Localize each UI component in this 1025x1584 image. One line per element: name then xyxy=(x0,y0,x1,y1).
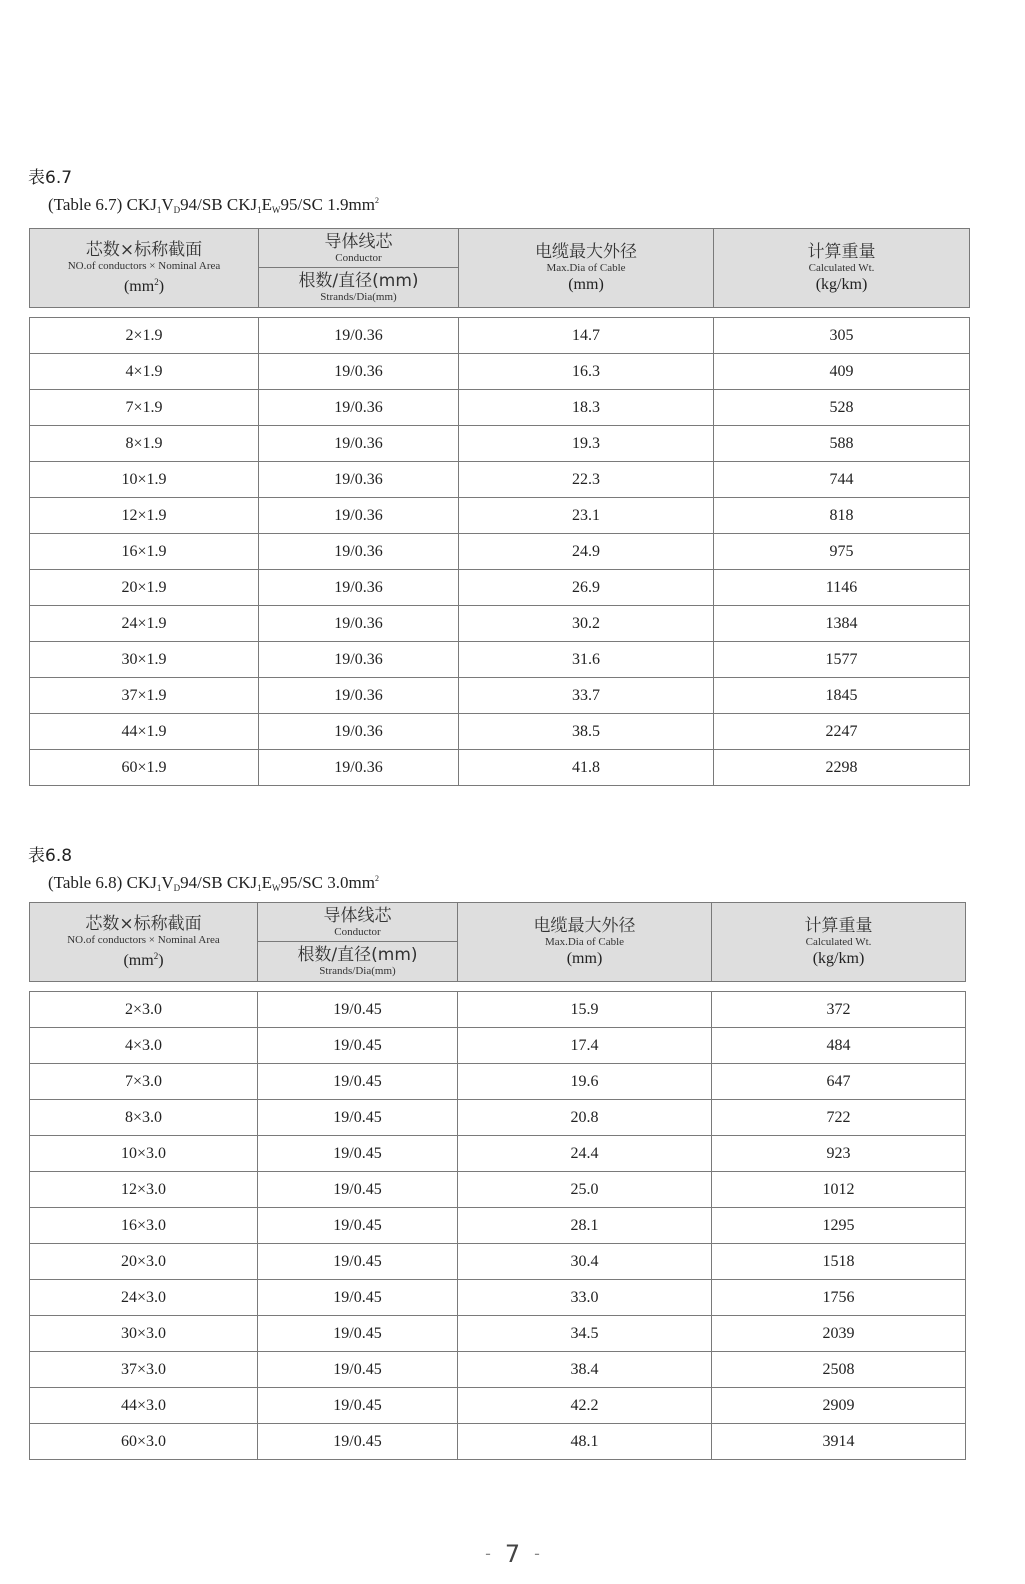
cell-strands-dia: 19/0.36 xyxy=(259,390,459,426)
cell-weight: 305 xyxy=(714,318,970,354)
cell-cores-area: 20×3.0 xyxy=(30,1244,258,1280)
cell-strands-dia: 19/0.36 xyxy=(259,426,459,462)
cell-max-diameter: 25.0 xyxy=(458,1172,712,1208)
cell-cores-area: 30×1.9 xyxy=(30,642,259,678)
table-row xyxy=(30,1424,966,1460)
table-row xyxy=(30,1244,966,1280)
cell-cores-area: 24×1.9 xyxy=(30,606,259,642)
page-number: - 7 - xyxy=(485,1540,540,1568)
cell-weight: 975 xyxy=(714,534,970,570)
cell-cores-area: 8×1.9 xyxy=(30,426,259,462)
cell-strands-dia: 19/0.45 xyxy=(258,1244,458,1280)
cell-strands-dia: 19/0.36 xyxy=(259,606,459,642)
cell-weight: 722 xyxy=(712,1100,966,1136)
table-row xyxy=(30,570,970,606)
cell-weight: 1384 xyxy=(714,606,970,642)
cell-weight: 1577 xyxy=(714,642,970,678)
cell-cores-area: 60×3.0 xyxy=(30,1424,258,1460)
cell-cores-area: 2×3.0 xyxy=(30,992,258,1028)
cell-strands-dia: 19/0.45 xyxy=(258,1064,458,1100)
cell-weight: 2508 xyxy=(712,1352,966,1388)
cell-strands-dia: 19/0.36 xyxy=(259,642,459,678)
table-row xyxy=(30,1316,966,1352)
cell-weight: 2909 xyxy=(712,1388,966,1424)
cell-strands-dia: 19/0.36 xyxy=(259,318,459,354)
cell-strands-dia: 19/0.45 xyxy=(258,992,458,1028)
cell-max-diameter: 26.9 xyxy=(459,570,714,606)
table-row xyxy=(30,354,970,390)
cell-weight: 1295 xyxy=(712,1208,966,1244)
table-row xyxy=(30,426,970,462)
table-row xyxy=(30,390,970,426)
cell-weight: 484 xyxy=(712,1028,966,1064)
cell-strands-dia: 19/0.36 xyxy=(259,498,459,534)
table-title: (Table 6.8) $CKJ_1V_D94/SB$ $CKJ_1E_W95/SC$ $3.0mm^2$ xyxy=(48,873,379,893)
table-title: (Table 6.7) $CKJ_1V_D94/SB$ $CKJ_1E_W95/SC$ $1.9mm^2$ xyxy=(48,195,379,215)
header-conductor: 导体线芯 Conductor 根数/直径(mm) Strands/Dia(mm) xyxy=(258,903,458,982)
cell-weight: 818 xyxy=(714,498,970,534)
table-row xyxy=(30,1064,966,1100)
section-label: 表6.7 xyxy=(28,168,73,188)
table-header xyxy=(29,228,970,308)
cell-max-diameter: 38.4 xyxy=(458,1352,712,1388)
table-row xyxy=(30,992,966,1028)
cell-cores-area: 60×1.9 xyxy=(30,750,259,786)
table-row xyxy=(30,1172,966,1208)
cell-cores-area: 7×3.0 xyxy=(30,1064,258,1100)
table-row xyxy=(30,1352,966,1388)
table-row xyxy=(30,1208,966,1244)
data-table xyxy=(29,991,966,1460)
cell-cores-area: 10×1.9 xyxy=(30,462,259,498)
cell-max-diameter: 18.3 xyxy=(459,390,714,426)
cell-max-diameter: 23.1 xyxy=(459,498,714,534)
cell-cores-area: 24×3.0 xyxy=(30,1280,258,1316)
cell-max-diameter: 14.7 xyxy=(459,318,714,354)
cell-max-diameter: 33.7 xyxy=(459,678,714,714)
cell-cores-area: 12×3.0 xyxy=(30,1172,258,1208)
cell-cores-area: 7×1.9 xyxy=(30,390,259,426)
cell-max-diameter: 30.2 xyxy=(459,606,714,642)
table-row xyxy=(30,462,970,498)
cell-cores-area: 12×1.9 xyxy=(30,498,259,534)
table-row xyxy=(30,642,970,678)
table-row xyxy=(30,318,970,354)
cell-cores-area: 4×3.0 xyxy=(30,1028,258,1064)
cell-weight: 1012 xyxy=(712,1172,966,1208)
header-cores-area: 芯数×标称截面 NO.of conductors × Nominal Area $(mm^2)$ xyxy=(30,229,259,308)
table-row xyxy=(30,534,970,570)
cell-cores-area: 37×1.9 xyxy=(30,678,259,714)
cell-strands-dia: 19/0.45 xyxy=(258,1028,458,1064)
cell-weight: 588 xyxy=(714,426,970,462)
cell-max-diameter: 48.1 xyxy=(458,1424,712,1460)
cell-strands-dia: 19/0.36 xyxy=(259,570,459,606)
cell-max-diameter: 30.4 xyxy=(458,1244,712,1280)
cell-weight: 2298 xyxy=(714,750,970,786)
section-label: 表6.8 xyxy=(28,846,73,866)
cell-cores-area: 44×1.9 xyxy=(30,714,259,750)
header-cores-area: 芯数×标称截面 NO.of conductors × Nominal Area $(mm^2)$ xyxy=(30,903,258,982)
cell-max-diameter: 19.6 xyxy=(458,1064,712,1100)
cell-cores-area: 37×3.0 xyxy=(30,1352,258,1388)
cell-strands-dia: 19/0.36 xyxy=(259,750,459,786)
cell-max-diameter: 17.4 xyxy=(458,1028,712,1064)
cell-weight: 372 xyxy=(712,992,966,1028)
cell-cores-area: 16×3.0 xyxy=(30,1208,258,1244)
cell-max-diameter: 31.6 xyxy=(459,642,714,678)
header-weight: 计算重量 Calculated Wt. (kg/km) xyxy=(714,229,970,308)
cell-cores-area: 2×1.9 xyxy=(30,318,259,354)
table-row xyxy=(30,606,970,642)
cell-max-diameter: 22.3 xyxy=(459,462,714,498)
cell-weight: 1756 xyxy=(712,1280,966,1316)
header-conductor: 导体线芯 Conductor 根数/直径(mm) Strands/Dia(mm) xyxy=(259,229,459,308)
cell-cores-area: 8×3.0 xyxy=(30,1100,258,1136)
cell-strands-dia: 19/0.45 xyxy=(258,1172,458,1208)
table-row xyxy=(30,750,970,786)
cell-cores-area: 4×1.9 xyxy=(30,354,259,390)
cell-strands-dia: 19/0.36 xyxy=(259,714,459,750)
cell-max-diameter: 24.9 xyxy=(459,534,714,570)
cell-strands-dia: 19/0.45 xyxy=(258,1316,458,1352)
table-row xyxy=(30,1100,966,1136)
cell-weight: 528 xyxy=(714,390,970,426)
table-row xyxy=(30,1280,966,1316)
table-row xyxy=(30,498,970,534)
header-max-diameter: 电缆最大外径 Max.Dia of Cable (mm) xyxy=(459,229,714,308)
table-row xyxy=(30,1136,966,1172)
cell-max-diameter: 33.0 xyxy=(458,1280,712,1316)
header-max-diameter: 电缆最大外径 Max.Dia of Cable (mm) xyxy=(458,903,712,982)
cell-weight: 744 xyxy=(714,462,970,498)
cell-weight: 2247 xyxy=(714,714,970,750)
cell-weight: 3914 xyxy=(712,1424,966,1460)
cell-max-diameter: 34.5 xyxy=(458,1316,712,1352)
table-header xyxy=(29,902,966,982)
cell-strands-dia: 19/0.45 xyxy=(258,1100,458,1136)
cell-strands-dia: 19/0.45 xyxy=(258,1280,458,1316)
cell-cores-area: 16×1.9 xyxy=(30,534,259,570)
cell-max-diameter: 38.5 xyxy=(459,714,714,750)
cell-weight: 1146 xyxy=(714,570,970,606)
cell-weight: 923 xyxy=(712,1136,966,1172)
cell-max-diameter: 19.3 xyxy=(459,426,714,462)
cell-weight: 1845 xyxy=(714,678,970,714)
header-weight: 计算重量 Calculated Wt. (kg/km) xyxy=(712,903,966,982)
cell-cores-area: 44×3.0 xyxy=(30,1388,258,1424)
cell-max-diameter: 24.4 xyxy=(458,1136,712,1172)
cell-max-diameter: 42.2 xyxy=(458,1388,712,1424)
table-row xyxy=(30,678,970,714)
cell-weight: 409 xyxy=(714,354,970,390)
table-row xyxy=(30,1028,966,1064)
cell-max-diameter: 28.1 xyxy=(458,1208,712,1244)
cell-weight: 647 xyxy=(712,1064,966,1100)
cell-strands-dia: 19/0.45 xyxy=(258,1208,458,1244)
cell-strands-dia: 19/0.36 xyxy=(259,534,459,570)
data-table xyxy=(29,317,970,786)
cell-strands-dia: 19/0.36 xyxy=(259,462,459,498)
cell-max-diameter: 20.8 xyxy=(458,1100,712,1136)
cell-max-diameter: 41.8 xyxy=(459,750,714,786)
cell-strands-dia: 19/0.45 xyxy=(258,1424,458,1460)
cell-cores-area: 20×1.9 xyxy=(30,570,259,606)
table-row xyxy=(30,1388,966,1424)
cell-max-diameter: 15.9 xyxy=(458,992,712,1028)
cell-strands-dia: 19/0.45 xyxy=(258,1352,458,1388)
cell-weight: 1518 xyxy=(712,1244,966,1280)
cell-strands-dia: 19/0.36 xyxy=(259,354,459,390)
cell-cores-area: 30×3.0 xyxy=(30,1316,258,1352)
cell-max-diameter: 16.3 xyxy=(459,354,714,390)
table-row xyxy=(30,714,970,750)
cell-strands-dia: 19/0.45 xyxy=(258,1388,458,1424)
cell-strands-dia: 19/0.45 xyxy=(258,1136,458,1172)
cell-cores-area: 10×3.0 xyxy=(30,1136,258,1172)
cell-strands-dia: 19/0.36 xyxy=(259,678,459,714)
cell-weight: 2039 xyxy=(712,1316,966,1352)
